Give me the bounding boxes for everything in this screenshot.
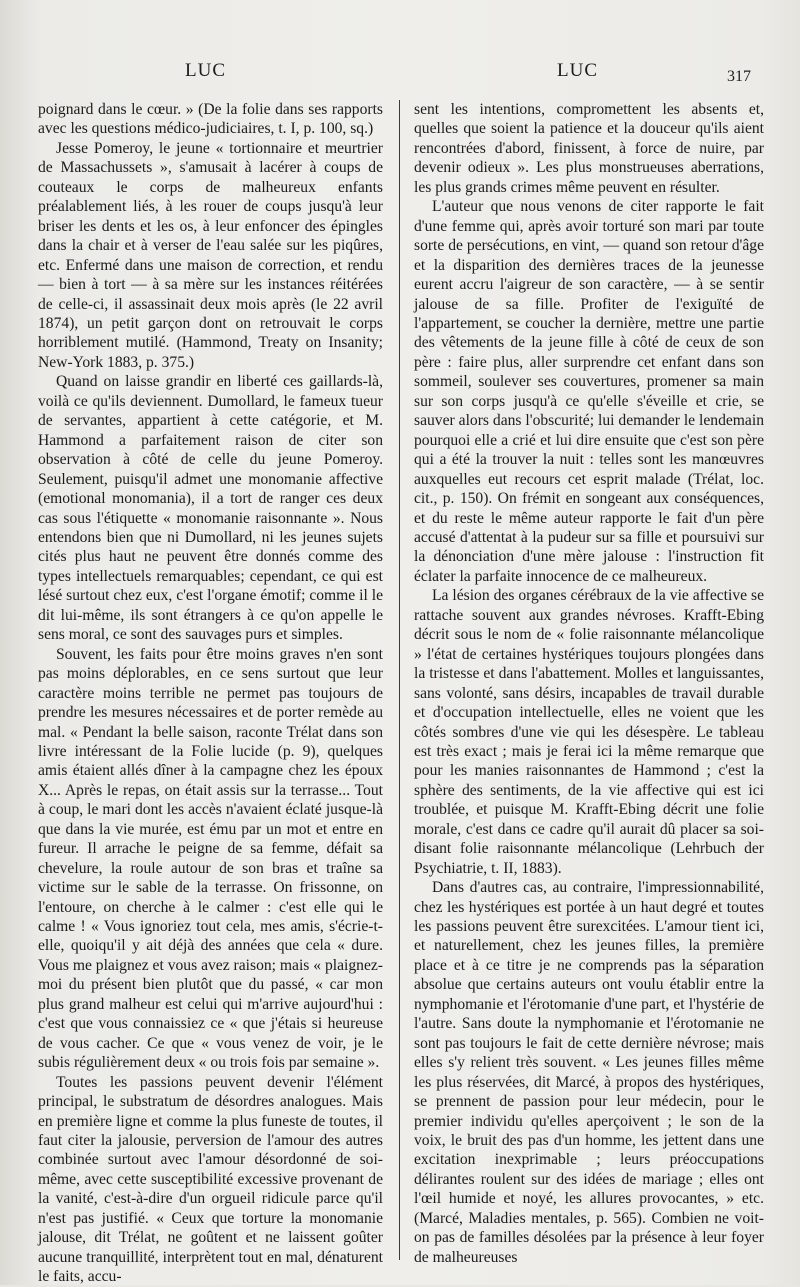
paragraph: Souvent, les faits pour être moins graves n'en sont pas moins déplorables, en ce sens surtout que leur caractère moins terrible ne permet pas toujours de prendre les mesures nécessaires et de porter remède au mal. « Pendant la belle saison, raconte Trélat dans son livre intéressant de la Folie lucide (p. 9), quelques amis étaient allés dîner à la campagne chez les époux X... Après le repas, on était assis sur la terrasse... Tout à coup, le mari dont les accès n'avaient éclaté jusque-là que dans la vie murée, est ému par un mot et entre en fureur. Il arrache le peigne de sa femme, défait sa chevelure, la roule autour de son bras et traîne sa victime sur le sable de la terrasse. On frissonne, on l'entoure, on cherche à le calmer : c'est elle qui le calme ! « Vous ignoriez tout cela, mes amis, s'écrie-t-elle, quoiqu'il y ait déjà des années que cela « dure. Vous me plaignez et vous avez raison; mais « plaignez-moi du présent bien plutôt que du passé, « car mon plus grand malheur est celui qui m'arrive aujourd'hui : c'est que vous connaissiez ce « que j'étais si heureuse de vous cacher. Ce que « vous venez de voir, je le subis régulièrement deux « ou trois fois par semaine ».	[38, 645, 383, 1072]
paragraph: sent les intentions, compromettent les absents et, quelles que soient la patience et la douceur qu'ils aient rencontrées d'abord, finissent, à force de nuire, par devenir odieux ». Les plus monstrueuses aberrations, les plus grands crimes même peuvent en résulter.	[414, 101, 764, 196]
paragraph: Jesse Pomeroy, le jeune « tortionnaire et meurtrier de Massachussets », s'amusait à lacérer à coups de couteaux le corps de malheureux enfants préalablement liés, à les rouer de coups jusqu'à leur briser les dents et les os, à leur enfoncer des épingles dans la chair et à verser de l'eau salée sur les piqûres, etc. Enfermé dans une maison de correction, et rendu — bien à tort — à sa mère sur les instances réitérées de celle-ci, il assassinait deux mois après (le 22 avril 1874), un petit garçon dont on retrouvait le corps horriblement mutilé. (Hammond, Treaty on Insanity; New-York 1883, p. 375.)	[38, 139, 383, 371]
running-head-right: LUC	[557, 60, 598, 81]
column-divider	[399, 100, 400, 1260]
running-head-left: LUC	[185, 60, 226, 81]
paragraph: poignard dans le cœur. » (De la folie dans ses rapports avec les questions médico-judiciaires, t. I, p. 100, sq.)	[38, 101, 383, 138]
paragraph: Toutes les passions peuvent devenir l'élément principal, le substratum de désordres analogues. Mais en première ligne et comme la plus funeste de toutes, il faut citer la jalousie, perversion de l'amour des autres combinée surtout avec l'amour désordonné de soi-même, avec cette susceptibilité excessive provenant de la vanité, c'est-à-dire d'un orgueil ridicule parce qu'il n'est pas justifié. « Ceux que torture la monomanie jalouse, dit Trélat, ne goûtent et ne laissent goûter aucune tranquillité, interprètent tout en mal, dénaturent le faits, accu-	[38, 1073, 383, 1286]
right-column	[414, 100, 764, 1267]
page-number: 317	[727, 68, 751, 85]
paragraph: L'auteur que nous venons de citer rapporte le fait d'une femme qui, après avoir torturé son mari par toute sorte de persécutions, en vint, — quand son retour d'âge et la disparition des dernières traces de la jeunesse eurent accru l'aigreur de son caractère, — à se sentir jalouse de sa fille. Profiter de l'exiguïté de l'appartement, se coucher la dernière, mettre une partie des vêtements de la jeune fille à côté de ceux de son père : faire plus, aller surprendre cet enfant dans son sommeil, soulever ses couvertures, promener sa main sur son corps jusqu'à ce qu'elle s'éveille et crie, se sauver alors dans l'obscurité; lui demander le lendemain pourquoi elle a crié et lui dire ensuite que c'est son père qui a été la trouver la nuit : telles sont les manœuvres auxquelles eut recours cet esprit malade (Trélat, loc. cit., p. 150). On frémit en songeant aux conséquences, et du reste le même auteur rapporte le fait d'un père accusé d'attentat à la pudeur sur sa fille et poursuivi sur la dénonciation d'une mère jalouse : l'instruction fit éclater la parfaite innocence de ce malheureux.	[414, 198, 764, 585]
paragraph: Dans d'autres cas, au contraire, l'impressionnabilité, chez les hystériques est portée à un haut degré et toutes les passions peuvent être surexcitées. L'amour tient ici, et naturellement, chez les jeunes filles, la première place et à ce titre je ne comprends pas la séparation absolue que certains auteurs ont voulu établir entre la nymphomanie et l'érotomanie d'une part, et l'hystérie de l'autre. Sans doute la nymphomanie et l'érotomanie ne sont pas toujours le fait de cette dernière névrose; mais elles s'y relient très souvent. « Les jeunes filles même les plus réservées, dit Marcé, à propos des hystériques, se prennent de passion pour leur médecin, pour le premier individu qu'elles aperçoivent ; le son de la voix, le bruit des pas d'un homme, les jettent dans une excitation inexprimable ; leurs préoccupations délirantes roulent sur des idées de mariage ; elles ont l'œil humide et noyé, les allures provocantes, » etc. (Marcé, Maladies mentales, p. 565). Combien ne voit-on pas de familles désolées par la présence à leur foyer de malheureuses	[414, 879, 764, 1266]
paragraph: La lésion des organes cérébraux de la vie affective se rattache souvent aux grandes névroses. Krafft-Ebing décrit sous le nom de « folie raisonnante mélancolique » l'état de certaines hystériques toujours plongées dans la tristesse et dans l'abattement. Molles et languissantes, sans volonté, sans désirs, incapables de travail durable et d'occupation intellectuelle, elles ne voient que les côtés sombres d'une vie qui les désespère. Le tableau est très exact ; mais je ferai ici la même remarque que pour les manies raisonnantes de Hammond ; c'est la sphère des sentiments, de la vie affective qui est ici troublée, et puisque M. Krafft-Ebing décrit une folie morale, c'est dans ce cadre qu'il aurait dû placer sa soi-disant folie raisonnante mélancolique (Lehrbuch der Psychiatrie, t. II, 1883).	[414, 587, 764, 877]
paragraph: Quand on laisse grandir en liberté ces gaillards-là, voilà ce qu'ils deviennent. Dumollard, le fameux tueur de servantes, appartient à cette catégorie, et M. Hammond a parfaitement raison de citer son observation à côté de celle du jeune Pomeroy. Seulement, puisqu'il admet une monomanie affective (emotional monomania), il a tort de ranger ces deux cas sous l'étiquette « monomanie raisonnante ». Nous entendons bien que ni Dumollard, ni les jeunes sujets cités plus haut ne peuvent être donnés comme des types intellectuels remarquables; cependant, ce qui est lésé surtout chez eux, c'est l'organe émotif; comme il le dit lui-même, ils sont étrangers à ce qu'on appelle le sens moral, ce sont des sauvages purs et simples.	[38, 373, 383, 644]
left-column	[38, 100, 383, 1287]
